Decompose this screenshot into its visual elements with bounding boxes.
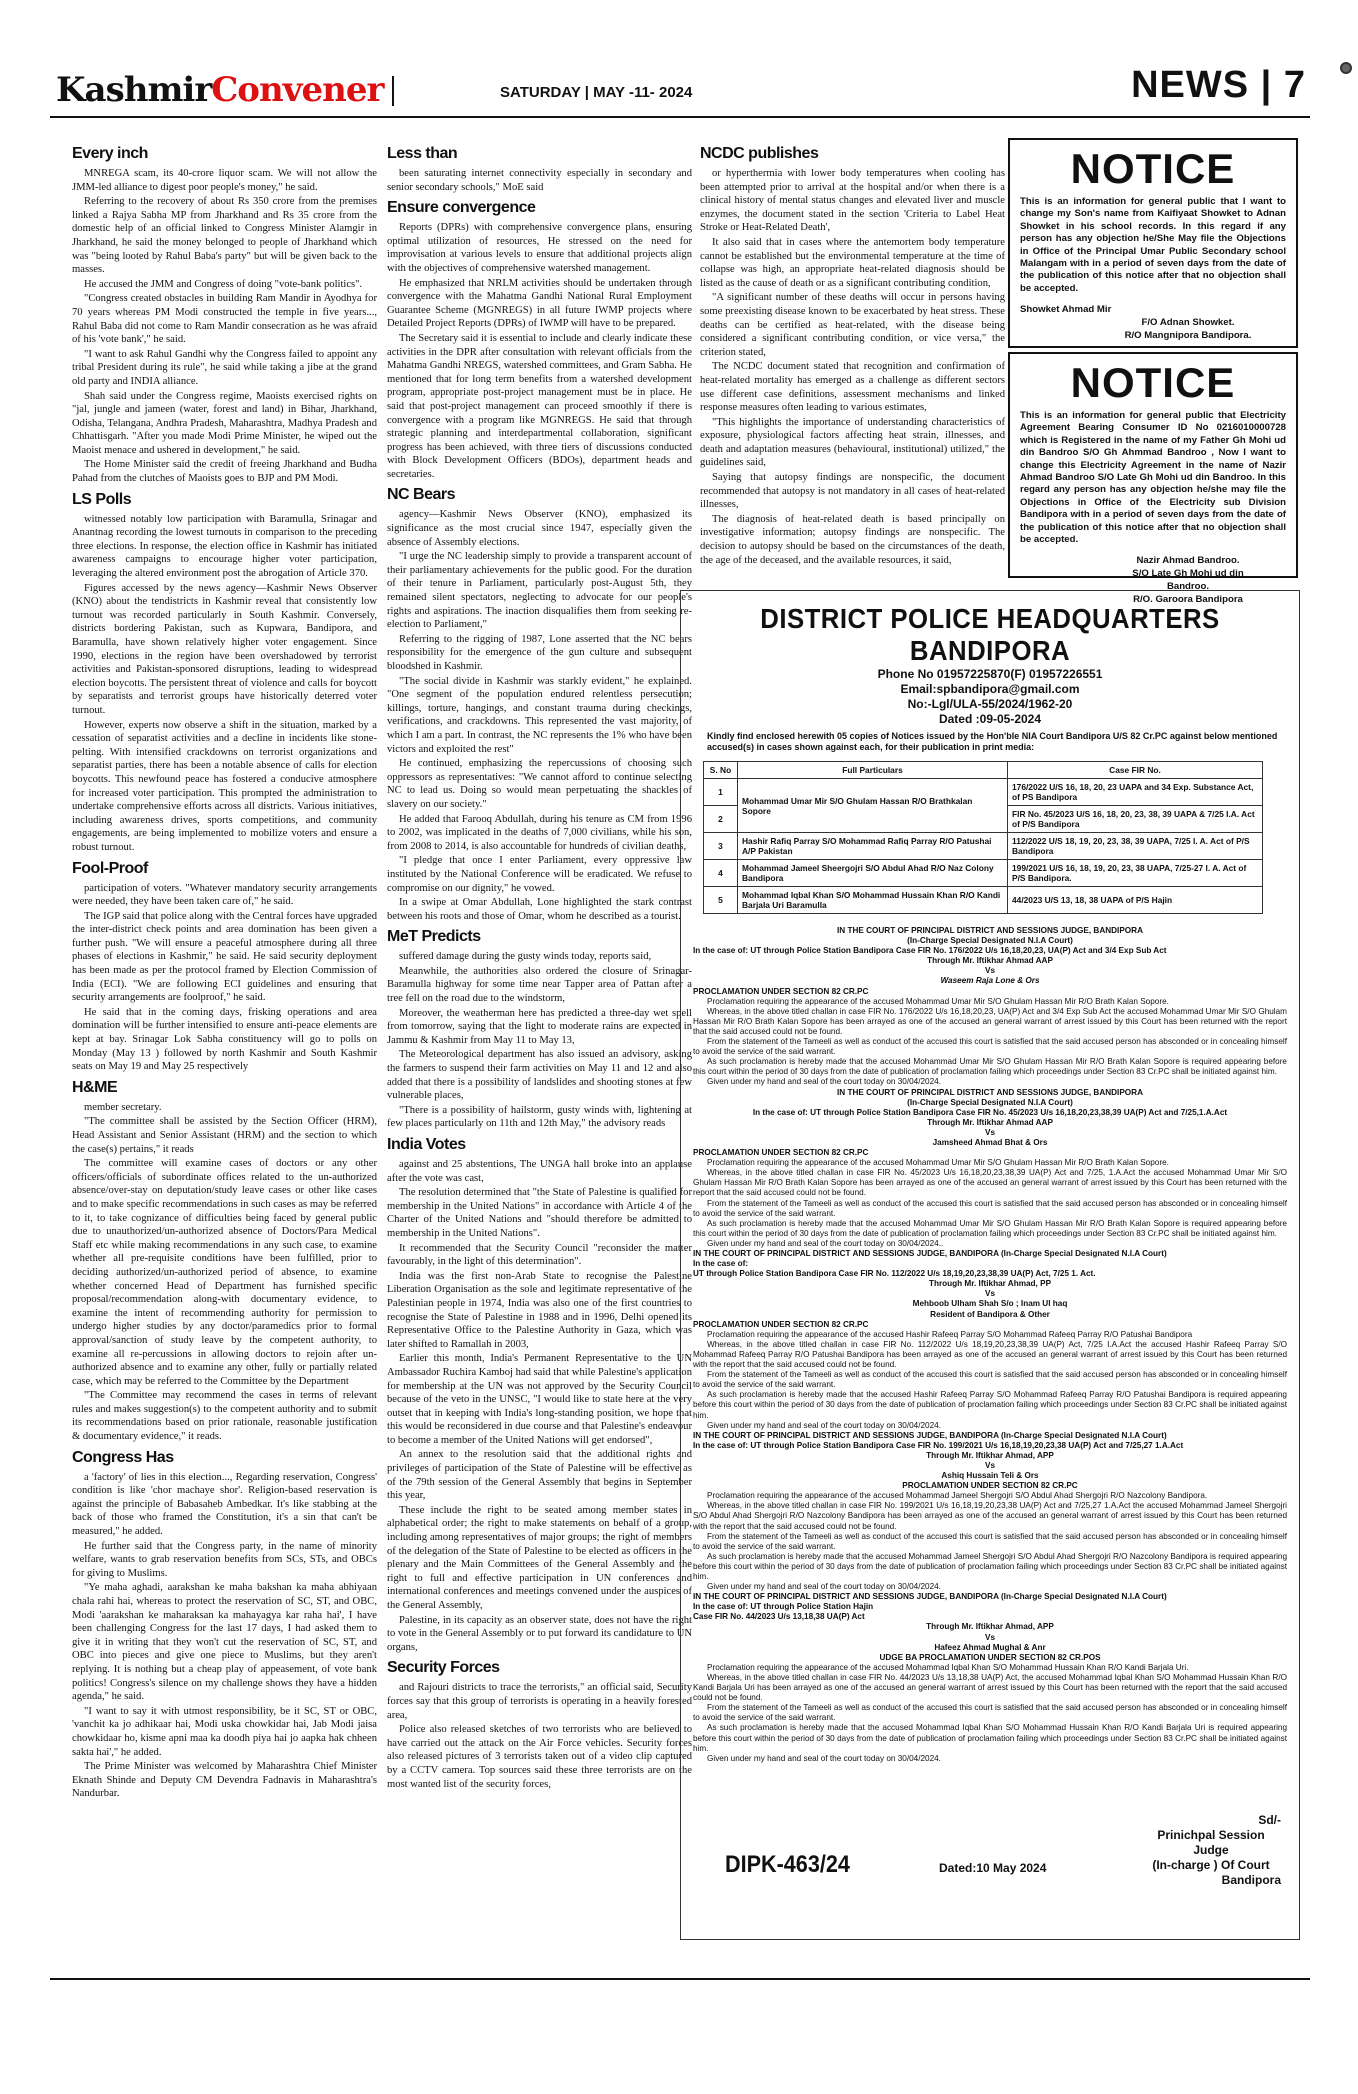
paragraph: Shah said under the Congress regime, Maoists exercised rights on "jal, jungle and jameen (water, forest and land) in Bihar, Jharkhand, Odisha, Telangana, Andhra Pradesh, Maharashtra, Madhya Pradesh and Chhattisgarh. "After you made Modi Prime Minister, he wiped out the Maoist menace and ushered in development," he said. bbox=[72, 390, 377, 456]
paragraph: It also said that in cases where the antemortem body temperature cannot be established but the environmental temperature at the time of collapse was high, an appropriate heat-related diagnosis should be listed as the cause of death or as a significant contributing condition, bbox=[700, 236, 1005, 289]
headline: LS Polls bbox=[72, 490, 132, 508]
page-label: NEWS | 7 bbox=[1131, 64, 1306, 106]
paragraph: The Home Minister said the credit of freeing Jharkhand and Budha Pahad from the clutches of Maoists goes to BJP and PM Modi. bbox=[72, 459, 377, 485]
article-body bbox=[72, 1471, 377, 1801]
paragraph: Whereas, in the above titled challan in case FIR No. 45/2023 U/s 16,18,20,23,38,39 UA(P) Act and 7/25, 1.A.Act the accused Mohammad Umar Mir S/O Ghulam Hassan Mir R/O Brath Kalan Sopore has been arrayed as one of the accused an general warrant of arrest issued by this Court has been returned with the report that the said accused could not be found. bbox=[693, 1168, 1287, 1198]
headline: India Votes bbox=[387, 1136, 466, 1153]
paragraph: Meanwhile, the authorities also ordered the closure of Srinagar-Baramulla highway for some time near Tapper area of Pattan after a tree fell on the road due to the windstorm, bbox=[387, 965, 692, 1005]
paragraph: Moreover, the weatherman here has predicted a three-day wet spell from tomorrow, saying that the light to moderate rains are expected in Jammu & Kashmir from May 11 to May 13, bbox=[387, 1007, 692, 1046]
table-row: 4 Mohammad Jameel Sheergojri S/O Abdul Ahad R/O Naz Colony Bandipora 199/2021 U/S 16, 18, 19, 20, 23, 38 UAPA, 7/25-27 I. A. Act of P/S Bandipora. bbox=[704, 860, 1263, 887]
cases-table bbox=[703, 761, 1263, 914]
paragraph: The diagnosis of heat-related death is based principally on investigative information; autopsy findings are nonspecific. The decision to autopsy should be based on the circumstances of the death, the age of the deceased, and the available resources, it said, bbox=[700, 513, 1005, 566]
paragraph: Palestine, in its capacity as an observer state, does not have the right to vote in the General Assembly or to put forward its candidature to UN organs, bbox=[387, 1614, 692, 1653]
paragraph: suffered damage during the gusty winds today, reports said, bbox=[399, 951, 652, 963]
footer-date: Dated:10 May 2024 bbox=[939, 1861, 1047, 1875]
police-title: DISTRICT POLICE HEADQUARTERS BANDIPORA bbox=[760, 603, 1220, 666]
paragraph: He accused the JMM and Congress of doing "vote-bank politics". bbox=[84, 278, 363, 290]
proclamations: IN THE COURT OF PRINCIPAL DISTRICT AND SESSIONS JUDGE, BANDIPORA (In-Charge Special Designated N.I.A Court) In the case of: UT through Police Station Bandipora Case FIR No. 176/2022 U/s 16,18,20,23, UA(P) Act and 3/4 Exp Sub Act Through Mr. Iftikhar Ahmad AAP Vs Waseem Raja Lone & Ors PROCLAMATION UNDER SECTION 82 CR.PC Proclamation requiring the appearance of the accused Mohammad Umar Mir S/O Ghulam Hassan Mir R/O Brath Kalan Sopore. Whereas, in the above titled challan in case FIR No. 176/2022 U/s 16,18,20,23, UA(P) Act and 3/4 Exp Sub Act the accused Mohammad Umar Mir S/O Ghulam Hassan Mir R/O Brath Kalan Sopore has been arrayed as one of the accused an general warrant of arrest issued by this Court has been returned with the report that the said accused could not be found. From the statement of the Tameeli as well as conduct of the accused this court is satisfied that the said accused person has absconded or in concealing himself to avoid the service of the said warrant. As such proclamation is hereby made that the accused Mohammad Umar Mir S/O Ghulam Hassan Mir R/O Brath Kalan Sopore is required appearing before this court within the period of 30 days from the date of publication of proclamation failing which proceedings under Section 83 Cr.PC shall be initiated against him. Given under my hand and seal of the court today on 30/04/2024. IN THE COURT OF PRINCIPAL DISTRICT AND SESSIONS JUDGE, BANDIPORA (In-Charge Special Designated N.I.A Court) In the case of: UT through Police Station Bandipora Case FIR No. 45/2023 U/s 16,18,20,23,38,39 UA(P) Act and 7/25,1.A.Act Through Mr. Iftikhar Ahmad AAP Vs Jamsheed Ahmad Bhat & Ors PROCLAMATION UNDER SECTION 82 CR.PC Proclamation requiring the appearance of the accused Mohammad Umar Mir S/O Ghulam Hassan Mir R/O Brath Kalan Sopore. Whereas, in the above titled challan in case FIR No. 45/2023 U/s 16,18,20,23,38,39 UA(P) Act and 7/25, 1.A.Act the accused Mohammad Umar Mir S/O Ghulam Hassan Mir R/O Brath Kalan Sopore has been arrayed as one of the accused an general warrant of arrest issued by this Court has been returned with the report that the said accused could not be found. From the statement of the Tameeli as well as conduct of the accused this court is satisfied that the said accused person has absconded or in concealing himself to avoid the service of the said warrant. As such proclamation is hereby made that the accused Mohammad Umar Mir S/O Ghulam Hassan Mir R/O Brath Kalan Sopore is required appearing before this court within the period of 30 days from the date of publication of proclamation failing which proceedings under Section 83 Cr.PC shall be initiated against him. Given under my hand and seal of the court today on 30/04/2024.. IN THE COURT OF PRINCIPAL DISTRICT AND SESSIONS JUDGE, BANDIPORA (In-Charge Special Designated N.I.A Court) In the case of: UT through Police Station Bandipora Case FIR No. 112/2022 U/s 18,19,20,23,38,39 UA(P) Act, 7/25 1. Act. Through Mr. Iftikhar Ahmad, PP Vs Mehboob Ulham Shah S/o ; Inam Ul haq Resident of Bandipora & Other PROCLAMATION UNDER SECTION 82 CR.PC Proclamation requiring the appearance of the accused Hashir Rafeeq Parray S/O Mohammad Rafeeq Parray R/O Patushai Bandipora Whereas, in the above titled challan in case FIR No. 112/2022 U/s 18,19,20,23,38,39 UA(P) Act, 7/25 I.A.Act the accused Hashir Rafeeq Parray S/O Mohammad Rafeeq Parray R/O Patushai Bandipora has been arrayed as one of the accused an general warrant of arrest issued by this Court has been returned with the report that the said accused could not be found. From the statement of the Tameeli as well as conduct of the accused this court is satisfied that the said accused person has absconded or in concealing himself to avoid the service of the said warrant. As such proclamation is hereby made that the accused Hashir Rafeeq Parray S/O Mohammad Rafeeq Parray R/O Patushai Bandipora is required appearing before this court within the period of 30 days from the date of publication of proclamation failing which proceedings under Section 83 Cr.PC shall be initiated against him. Given under my hand and seal of the court today on 30/04/2024. IN THE COURT OF PRINCIPAL DISTRICT AND SESSIONS JUDGE, BANDIPORA (In-Charge Special Designated N.I.A Court) In the case of: UT through Police Station Bandipora Case FIR No. 199/2021 U/s 16,18,19,20,23,38 UA(P) Act and 7/25,27 1.A.Act Through Mr. Iftikhar Ahmad, APP Vs Ashiq Hussain Teli & Ors PROCLAMATION UNDER SECTION 82 CR.PC Proclamation requiring the appearance of the accused Mohammad Jameel Shergojri S/O Abdul Ahad Shergojri R/O Nazcolony Bandipora. Whereas, in the above titled challan in case FIR No. 199/2021 U/s 16,18,19,20,23,38 UA(P) Act and 7/25,27 1.A.Act the accused Mohammad Jameel Shergojri S/O Abdul Ahad Shergojri R/O Nazcolony Bandipora has been arrayed as one of the accused an general warrant of arrest issued by this Court has been returned with the report that the said accused could not be found. From the statement of the Tameeli as well as conduct of the accused this court is satisfied that the said accused person has absconded or in concealing himself to avoid the service of the said warrant. As such proclamation is hereby made that the accused Mohammad Jameel Shergojri S/O Abdul Ahad Shergojri R/O Nazcolony Bandipora is required appearing before this court within the period of 30 days from the date of publication of proclamation failing which proceedings under Section 83 Cr.PC shall be initiated against him. Given under my hand and seal of the court today on 30/04/2024. IN THE COURT OF PRINCIPAL DISTRICT AND SESSIONS JUDGE, BANDIPORA (In-Charge Special Designated N.I.A Court) In the case of: UT through Police Station Hajin Case FIR No. 44/2023 U/s 13,18,38 UA(P) Act Through Mr. Iftikhar Ahmad, APP Vs Hafeez Ahmad Mughal & Anr UDGE BA PROCLAMATION UNDER SECTION 82 CR.POS Proclamation requiring the appearance of the accused Mohammad Iqbal Khan S/O Mohammad Hussain Khan R/O Kandi Barjala Uri. Whereas, in the above titled challan in case FIR No. 44/2023 U/s 13,18,38 UA(P) Act, the accused Mohammad Iqbal Khan S/O Mohammad Hussain Khan R/O Kandi Barjala Uri has been arrayed as one of the accused an general warrant of arrest issued by this Court has been returned with the report that the said accused could not be found. From the statement of the Tameeli as well as conduct of the accused this court is satisfied that the said accused person has absconded or in concealing himself to avoid the service of the said warrant. As such proclamation is hereby made that the accused Mohammad Iqbal Khan S/O Mohammad Hussain Khan R/O Kandi Barjala Uri is required appearing before this court within the period of 30 days from the date of publication of proclamation failing which proceedings under Section 83 Cr.PC shall be initiated against him. Given under my hand and seal of the court today on 30/04/2024. bbox=[693, 926, 1287, 1763]
police-phone: Phone No 01957225870(F) 01957226551 bbox=[877, 667, 1103, 681]
paragraph: He added that Farooq Abdullah, during his tenure as CM from 1996 to 2002, was implicated in the deaths of 7,000 civilians, while his son, from 2008 to 2014, is also accountable for hundreds of civilian deaths, bbox=[387, 813, 692, 852]
paragraph: He emphasized that NRLM activities should be undertaken through convergence with the Mahatma Gandhi National Rural Employment Guarantee Scheme (MGNREGS) in all future IWMP projects where Detailed Project Reports (DPRs) of IWMP will have to be prepared. bbox=[387, 277, 692, 330]
paragraph: From the statement of the Tameeli as well as conduct of the accused this court is satisfied that the said accused person has absconded or in concealing himself to avoid the service of the said warrant. bbox=[693, 1531, 1287, 1551]
paragraph: From the statement of the Tameeli as well as conduct of the accused this court is satisfied that the said accused person has absconded or in concealing himself to avoid the service of the said warrant. bbox=[693, 1703, 1287, 1723]
paragraph: Proclamation requiring the appearance of the accused Hashir Rafeeq Parray S/O Mohammad Rafeeq Parray R/O Patushai Bandipora bbox=[707, 1329, 1193, 1339]
paragraph: However, experts now observe a shift in the situation, marked by a cessation of separatist activities and a decline in incidents like stone-pelting. With intensified crackdowns on terrorist organizations and separatist parties, there has been a notable absence of calls for election boycotts. This newfound peace has fostered a conducive atmosphere for increased voter participation. This prompted the administration to undertake comprehensive efforts across all districts. Various initiatives, including awareness drives, sports competitions, and community engagements, are being implemented to mobilize voters and ensure a robust turnout. bbox=[72, 719, 377, 853]
paragraph: As such proclamation is hereby made that the accused Mohammad Iqbal Khan S/O Mohammad Hussain Khan R/O Kandi Barjala Uri is required appearing before this court within the period of 30 days from the date of publication of proclamation failing which proceedings under Section 83 Cr.PC shall be initiated against him. bbox=[693, 1723, 1287, 1753]
headline: NC Bears bbox=[387, 486, 456, 504]
paragraph: The Secretary said it is essential to include and clearly indicate these activities in the DPR after consultation with relevant officials from the Mahatma Gandhi NREGS, watershed committees, and Gram Sabha. He mentioned that for long term benefits from a watershed development program, appropriate post-project management must be in place. He said that post-project management can proceed smoothly if there is convergence with a program like MGNREGS. He said that through strategic planning and interdepartmental collaboration, significant progress has been achieved, with three tiers of discussions conducted with Block Development Officers (BDOs), department heads and secretaries. bbox=[387, 332, 692, 480]
paragraph: "I want to ask Rahul Gandhi why the Congress failed to appoint any tribal President during its rule", he said while taking a jibe at the grand old party and INDIA alliance. bbox=[72, 348, 377, 387]
paragraph: The committee will examine cases of doctors or any other officers/officials of subordinate offices related to the un-authorized absence/over-stay on deputation/study leave cases or other like cases and to make specific recommendations in such cases as may be referred to it, to take cognizance of difficulties being faced by general public due to unauthorized/un-authorized absence of Doctors/Para Medical Staff etc while making recommendations in any such case, to examine whether all pre-requisite conditions have been fulfilled, prior to deciding authorized/un-authorized period of absence, to examine whether concerned Head of Department has furnished specific proposal/recommendation along-with documentary evidence, to examine the intent of recommending authority for permission to undergo higher studies by any doctor/paramedics prior to formal approval/sanction of study leave by the competent authority, to examine all re-percussions in allowing doctors to rejoin after un-authorized absence and to examine any other, fully or partially related case, which may be referred to the Committee by the Department bbox=[72, 1158, 377, 1387]
notice-title: NOTICE bbox=[1070, 145, 1236, 192]
notice-name-change bbox=[1008, 138, 1298, 348]
police-email: Email:spbandipora@gmail.com bbox=[900, 682, 1080, 696]
article-body bbox=[387, 221, 692, 481]
paragraph: Proclamation requiring the appearance of the accused Mohammad Jameel Shergojri S/O Abdul Ahad Shergojri R/O Nazcolony Bandipora. bbox=[707, 1491, 1208, 1501]
paragraph: From the statement of the Tameeli as well as conduct of the accused this court is satisfied that the said accused person has absconded or in concealing himself to avoid the service of the said warrant. bbox=[693, 1370, 1287, 1390]
column-2 bbox=[387, 140, 692, 1950]
article-body bbox=[387, 167, 692, 194]
column-1 bbox=[72, 140, 377, 1950]
paragraph: As such proclamation is hereby made that the accused Mohammad Umar Mir S/O Ghulam Hassan Mir R/O Brath Kalan Sopore is required appearing before this court within the period of 30 days from the date of publication of proclamation failing which proceedings under Section 83 Cr.PC shall be initiated against him. bbox=[693, 1218, 1287, 1238]
paragraph: Reports (DPRs) with comprehensive convergence plans, ensuring optimal utilization of resources, He stressed on the need for improvisation at various levels to ensure that additional projects align with the objectives of comprehensive watershed management. bbox=[387, 222, 692, 274]
table-row: 1 Mohammad Umar Mir S/O Ghulam Hassan R/O Brathkalan Sopore 176/2022 U/S 16, 18, 20, 23 UAPA and 34 Exp. Substance Act, of PS Bandipora bbox=[704, 779, 1263, 806]
article-body bbox=[387, 508, 692, 923]
paragraph: Whereas, in the above titled challan in case FIR No. 176/2022 U/s 16,18,20,23, UA(P) Act and 3/4 Exp Sub Act the accused Mohammad Umar Mir S/O Ghulam Hassan Mir R/O Brath Kalan Sopore has been arrayed as one of the accused an general warrant of arrest issued by this Court has been returned with the report that the said accused could not be found. bbox=[693, 1006, 1287, 1036]
paragraph: participation of voters. "Whatever mandatory security arrangements were needed, they have been taken care of," he said. bbox=[72, 882, 377, 908]
police-ref: No:-Lgl/ULA-55/2024/1962-20 bbox=[907, 697, 1073, 711]
article-body bbox=[387, 1158, 692, 1654]
article-body bbox=[700, 167, 1005, 567]
dateline: SATURDAY | MAY -11- 2024 bbox=[500, 84, 693, 101]
headline: Ensure convergence bbox=[387, 199, 536, 217]
paragraph: "The Committee may recommend the cases in terms of relevant rules and makes suggestion(s) to the competent authority and to submit its recommendations based on prior rationale, reasonable justification & documentary evidence," it reads. bbox=[72, 1390, 377, 1443]
newspaper-logo: KashmirConvener bbox=[56, 70, 384, 110]
paragraph: Earlier this month, India's Permanent Representative to the UN Ambassador Ruchira Kamboj had said that while Palestine's application for membership at the UN was not approved by the Security Council because of the veto in the UNSC, "I would like to state here at the very outset that in keeping with India's long-standing position, we hope that this would be reconsidered in due course and that Palestine's endeavour to become a member of the United Nations will get endorsed", bbox=[387, 1353, 692, 1446]
dipk-number: DIPK-463/24 bbox=[725, 1851, 850, 1878]
paragraph: a 'factory' of lies in this election..., Regarding reservation, Congress' condition is like 'chor machaye shor'. Religion-based reservation is against the principle of Babasaheb Ambedkar. It's like stabbing at the back of those who framed the Constitution, it's a sin that can't be measured," he added. bbox=[72, 1471, 377, 1538]
notice-signature: Nazir Ahmad Bandroo. S/O Late Gh Mohi ud din Bandroo. R/O. Garoora Bandipora bbox=[1132, 555, 1244, 606]
paragraph: "I want to say it with utmost responsibility, be it SC, ST or OBC, 'vanchit ka jo adhikaar hai, Modi uska chowkidar hai, Jab Modi jaisa chowkidaar ho, kisme apni maa ka doodh piya hai jo aapka hak chheen sakta hai'," he added. bbox=[72, 1705, 377, 1758]
paragraph: "Ye maha aghadi, aarakshan ke maha bakshan ka maha abhiyaan chala rahi hai, whereas to protect the reservation of SC, ST, and OBC, Modi 'aarakshan ke maharaksan ka mahayagya kar raha hai', I have been challenging Congress for the last 17 days, I had asked them to give it in writing that they won't cut the reservation of SC, ST, and OBC into pieces and give one piece to Muslims, but they aren't replying. It is nothing but a cheap play of appeasement, of vote bank politics! Congress's silence on my challenge shows they have a hidden agenda," he said. bbox=[72, 1582, 377, 1703]
paragraph: The IGP said that police along with the Central forces have upgraded the inter-district check points and area domination has been given a further push. "We will ensure a peaceful atmosphere during all three phases of elections in Kashmir," he said. He said security deployment has been made as per the protocol framed by Election Commission of India (ECI). "We are following ECI guidelines and ensuring that security arrangements are foolproof," he said. bbox=[72, 910, 377, 1004]
paragraph: The Prime Minister was welcomed by Maharashtra Chief Minister Eknath Shinde and Deputy CM Devendra Fadnavis in Maharashtra's Nandurbar. bbox=[72, 1761, 377, 1800]
paragraph: "The committee shall be assisted by the Section Officer (HRM), Head Assistant and Senior Assistant (HRM) and the section to which the case(s) pertains," it reads bbox=[72, 1116, 377, 1155]
headline: Fool-Proof bbox=[72, 859, 148, 877]
paragraph: From the statement of the Tameeli as well as conduct of the accused this court is satisfied that the said accused person has absconded or in concealing himself to avoid the service of the said warrant. bbox=[693, 1198, 1287, 1218]
bottom-rule bbox=[50, 1978, 1310, 1980]
paragraph: "This highlights the importance of understanding characteristics of exposure, physiological factors affecting heat strain, illnesses, and death and adaptation measures (behavioural, institutional) utilized," the guidelines said, bbox=[700, 416, 1005, 469]
column-3 bbox=[700, 140, 1005, 570]
paragraph: Saying that autopsy findings are nonspecific, the document recommended that autopsy is not mandatory in all cases of heat-related illnesses, bbox=[700, 472, 1005, 511]
paragraph: "There is a possibility of hailstorm, gusty winds with, lightening at few places particularly on 11th and 12th May," the advisory reads bbox=[387, 1104, 692, 1130]
headline: NCDC publishes bbox=[700, 145, 819, 162]
paragraph: Proclamation requiring the appearance of the accused Mohammad Umar Mir S/O Ghulam Hassan Mir R/O Brath Kalan Sopore. bbox=[707, 996, 1169, 1006]
masthead bbox=[50, 62, 1310, 118]
table-header-row: S. No Full Particulars Case FIR No. bbox=[704, 762, 1263, 779]
paragraph: witnessed notably low participation with Baramulla, Srinagar and Anantnag recording the lowest turnouts in comparison to the preceding three elections. In response, the election office in Kashmir has initiated awareness campaigns to encourage higher voter participation, leveraging the altered environment post the abrogation of Article 370. bbox=[72, 513, 377, 580]
paragraph: Whereas, in the above titled challan in case FIR No. 112/2022 U/s 18,19,20,23,38,39 UA(P) Act, 7/25 I.A.Act the accused Hashir Rafeeq Parray S/O Mohammad Rafeeq Parray R/O Patushai Bandipora has been arrayed as one of the accused an general warrant of arrest issued by this Court has been returned with the report that the said accused could not be found. bbox=[693, 1339, 1287, 1370]
headline: Every inch bbox=[72, 145, 148, 162]
paragraph: He said that in the coming days, frisking operations and area domination will be further intensified to ensure anti-peace elements are kept at bay. Srinagar Lok Sabha constituency will go to polls on Monday (May 13 ) followed by north Kashmir and South Kashmir seats on May 19 and May 25 respectively bbox=[72, 1006, 377, 1073]
paragraph: He continued, emphasizing the repercussions of choosing such oppressors as representatives: "We cannot afford to continue selecting NC to lead us. Doing so would mean perpetuating the shackles of slavery on our society." bbox=[387, 758, 692, 810]
paragraph: These include the right to be seated among member states in alphabetical order; the right to make statements on behalf of a group, including among representatives of major groups; the right of members of the delegation of the State of Palestine to be elected as officers in the plenary and the Main Committees of the General Assembly and the right to full and effective participation in UN conferences and international conferences and meetings convened under the auspices of the General Assembly, bbox=[387, 1504, 692, 1611]
paragraph: The Meteorological department has also issued an advisory, asking the farmers to suspend their farm activities on May 11 and 12 and also added that there is a possibility of landslides and shooting stones at few vulnerable places, bbox=[387, 1049, 692, 1102]
paragraph: "I pledge that once I enter Parliament, every oppressive law instituted by the National Conference will be eradicated. We refuse to compromise on our dignity," he vowed. bbox=[387, 855, 692, 894]
paragraph: Whereas, in the above titled challan in case FIR No. 44/2023 U/s 13,18,38 UA(P) Act, the accused Mohammad Iqbal Khan S/O Mohammad Hussain Khan R/O Kandi Barjala Uri has been arrayed as one of the accused an general warrant of arrest issued by this Court has been returned with the report that the said accused could not be found. bbox=[693, 1672, 1287, 1703]
paragraph: As such proclamation is hereby made that the accused Mohammad Jameel Shergojri S/O Abdul Ahad Shergojri R/O Nazcolony Bandipora is required appearing before this court within the period of 30 days from the date of publication of proclamation failing which proceedings under Section 83 Cr.PC shall be initiated against him. bbox=[693, 1551, 1287, 1581]
paragraph: "A significant number of these deaths will occur in persons having some preexisting disease known to be exacerbated by heat stress. These deaths can be certified as heat-related, with the disease being considered a significant contributing condition, or vice versa," the criterion stated, bbox=[700, 292, 1005, 358]
police-intro: Kindly find enclosed herewith 05 copies of Notices issued by the Hon'ble NIA Court Bandipora U/S 82 Cr.PC against below mentioned accused(s) in cases shown against each, for their publication in print media: bbox=[707, 731, 1278, 752]
masthead-divider bbox=[392, 76, 394, 106]
paragraph: It recommended that the Security Council "reconsider the matter favourably, in the light of this determination". bbox=[387, 1242, 692, 1268]
table-row: 5 Mohammad Iqbal Khan S/O Mohammad Hussain Khan R/O Kandi Barjala Uri Baramulla 44/2023 U/S 13, 18, 38 UAPA of P/S Hajin bbox=[704, 887, 1263, 914]
notice-electricity bbox=[1008, 352, 1298, 606]
police-proclamation bbox=[680, 590, 1300, 1940]
notice-title: NOTICE bbox=[1070, 359, 1236, 406]
paragraph: Given under my hand and seal of the court today on 30/04/2024. bbox=[707, 1582, 941, 1592]
paragraph: been saturating internet connectivity especially in secondary and senior secondary schools," MoE said bbox=[387, 168, 692, 193]
article-body bbox=[72, 167, 377, 486]
paragraph: "Congress created obstacles in building Ram Mandir in Ayodhya for 70 years whereas PM Modi constructed the temple in five years..., Rahul Baba did not come to Ram Mandir consecration as he was afraid of his 'vote bank'," he said. bbox=[72, 293, 377, 346]
paragraph: Proclamation requiring the appearance of the accused Mohammad Iqbal Khan S/O Mohammad Hussain Khan R/O Kandi Barjala Uri. bbox=[707, 1662, 1189, 1672]
paragraph: India was the first non-Arab State to recognise the Palestine Liberation Organisation as the sole and legitimate representative of the Palestinian people in 1974, India was also one of the first countries to recognise the State of Palestine in 1988 and in 1996, Delhi opened its Representative Office to the Palestine Authority in Gaza, which was later shifted to Ramallah in 2003, bbox=[387, 1270, 692, 1350]
paragraph: "The social divide in Kashmir was starkly evident," he explained. "One segment of the population endured relentless persecution; killings, torture, hangings, and constant trauma during checkings, verifications, and crackdowns. This represented the vast majority, of which I am a part. In contrast, the NC represents the 1% who have been victors and exploited the rest" bbox=[387, 675, 692, 755]
paragraph: From the statement of the Tameeli as well as conduct of the accused this court is satisfied that the said accused person has absconded or in concealing himself to avoid the service of the said warrant. bbox=[693, 1037, 1287, 1057]
paragraph: In a swipe at Omar Abdullah, Lone highlighted the stark contrast between his roots and those of Omar, whom he described as a tourist. bbox=[387, 897, 692, 922]
paragraph: As such proclamation is hereby made that the accused Mohammad Umar Mir S/O Ghulam Hassan Mir R/O Brath Kalan Sopore is required appearing before this court within the period of 30 days from the date of publication of proclamation failing which proceedings under Section 83 Cr.PC shall be initiated against him. bbox=[693, 1057, 1287, 1077]
article-body bbox=[387, 1681, 692, 1791]
table-row: 2 FIR No. 45/2023 U/S 16, 18, 20, 23, 38, 39 UAPA & 7/25 I.A. Act of P/S Bandipora bbox=[704, 806, 1263, 833]
police-dated: Dated :09-05-2024 bbox=[938, 712, 1042, 726]
headline: Security Forces bbox=[387, 1659, 500, 1677]
paragraph: Given under my hand and seal of the court today on 30/04/2024. bbox=[707, 1077, 941, 1087]
headline: H&ME bbox=[72, 1078, 118, 1096]
paragraph: or hyperthermia with lower body temperatures when cooling has been attempted prior to arrival at the hospital and/or when there is a clinical history of mental status changes and elevated liver and muscle enzymes, the document stated in the section 'Criteria to Label Heat Stroke or Heat-Related Death', bbox=[700, 168, 1005, 234]
corner-dot-icon bbox=[1340, 62, 1352, 74]
paragraph: Proclamation requiring the appearance of the accused Mohammad Umar Mir S/O Ghulam Hassan Mir R/O Brath Kalan Sopore. bbox=[707, 1158, 1169, 1168]
headline: Congress Has bbox=[72, 1448, 174, 1466]
paragraph: Referring to the recovery of about Rs 350 crore from the premises linked a Rajya Sabha MP from Jharkhand and Rs 35 crore from the domestic help of an official linked to Congress Minister Alamgir in Jharkhand, he said the money belonged to people of Jharkhand which was "being looted by Rahul Baba's party" but will be given back to the masses. bbox=[72, 196, 377, 276]
paragraph: The resolution determined that "the State of Palestine is qualified for membership in the United Nations" in accordance with Article 4 of the Charter of the United Nations and "should therefore be admitted to membership in the United Nations". bbox=[387, 1187, 692, 1239]
paragraph: member secretary. bbox=[84, 1101, 162, 1113]
paragraph: Referring to the rigging of 1987, Lone asserted that the NC bears responsibility for the emergence of the gun culture and subsequent bloodshed in Kashmir. bbox=[387, 633, 692, 672]
notice-body: This is an information for general public that Electricity Agreement Bearing Consumer ID No 0216010000728 which is Registered in the name of my Father Gh Mohi ud din Bandroo S/O Gh Ahmmad Bandroo , Now I want to change this Electricity Agreement in the name of Nazir Ahmad Bandroo S/O Late Gh Mohi ud din Bandroo. In this regard any person has any objection he/she may file the Objections in Office of the Electricity sub Division Bandipora with in a period of seven days from the date of the publication of this notice after that no objection shall be accepted. bbox=[1020, 410, 1286, 546]
judge-signature: Sd/- Prinichpal Session Judge (In-charge ) Of Court Bandipora bbox=[1152, 1813, 1281, 1887]
paragraph: The NCDC document stated that recognition and confirmation of heat-related mortality has emerged as a challenge as different sectors use different case definitions, assessment mechanisms and linked response measures often leading to various estimates, bbox=[700, 361, 1005, 414]
paragraph: As such proclamation is hereby made that the accused Hashir Rafeeq Parray S/O Mohammad Rafeeq Parray R/O Patushai Bandipora is required appearing before this court within the period of 30 days from the date of publication of proclamation failing which proceedings under Section 83 Cr.PC shall be initiated against him. bbox=[693, 1390, 1287, 1420]
article-body bbox=[72, 882, 377, 1074]
paragraph: Whereas, in the above titled challan in case FIR No. 199/2021 U/s 16,18,19,20,23,38 UA(P) Act and 7/25,27 1.A.Act the accused Mohammad Jameel Shergojri S/O Abdul Ahad Shergojri R/O Nazcolony Bandipora has been arrayed as one of the accused an general warrant of arrest issued by this Court has been returned with the report that the said accused could not be found. bbox=[693, 1501, 1287, 1531]
notice-signature: Showket Ahmad Mir F/O Adnan Showket. R/O Mangnipora Bandipora. bbox=[1020, 304, 1252, 342]
paragraph: Given under my hand and seal of the court today on 30/04/2024.. bbox=[707, 1238, 944, 1248]
paragraph: Figures accessed by the news agency—Kashmir News Observer (KNO) about the tendistricts in Kashmir reveal that consistently low turnout was recorded particularly in South Kashmir. Conversely, districts bordering Pakistan, such as Kupwara, Bandipora, and Baramulla, have shown relatively higher voter engagement. Since 1990, elections in the region have been overshadowed by terrorist activities and Pakistan-sponsored disruptions, leading to widespread election boycotts. The persistent threat of violence and calls for boycott by separatists and terrorist groups have historically deterred voter turnout. bbox=[72, 582, 377, 716]
article-body bbox=[387, 950, 692, 1131]
paragraph: Given under my hand and seal of the court today on 30/04/2024. bbox=[707, 1420, 941, 1430]
paragraph: agency—Kashmir News Observer (KNO), emphasized its significance as the most crucial since 1947, especially given the absence of Assembly elections. bbox=[387, 509, 692, 548]
paragraph: Police also released sketches of two terrorists who are believed to have carried out the attack on the Air Force vehicles. Security forces also released pictures of 3 terrorists taken out of a video clip captured by a CCTV camera. Top sources said these three terrorists are on the most wanted list of the security forces, bbox=[387, 1724, 692, 1790]
paragraph: and Rajouri districts to trace the terrorists," an official said, Security forces say that this group of terrorists is operating in a heavily forested area, bbox=[387, 1682, 692, 1721]
article-body bbox=[72, 513, 377, 855]
paragraph: An annex to the resolution said that the additional rights and privileges of participation of the State of Palestine will be effective as of the 79th session of the General Assembly that begins in September this year, bbox=[387, 1449, 692, 1502]
article-body bbox=[72, 1101, 377, 1444]
paragraph: He further said that the Congress party, in the name of minority welfare, wants to grab reservation benefits from SCs, STs, and OBCs for giving to Muslims. bbox=[72, 1540, 377, 1579]
headline: MeT Predicts bbox=[387, 928, 481, 946]
paragraph: Given under my hand and seal of the court today on 30/04/2024. bbox=[707, 1753, 941, 1763]
headline: Less than bbox=[387, 145, 458, 162]
paragraph: against and 25 abstentions, The UNGA hall broke into an applause after the vote was cast, bbox=[387, 1159, 692, 1184]
table-row: 3 Hashir Rafiq Parray S/O Mohammad Rafiq Parray R/O Patushai A/P Pakistan 112/2022 U/S 18, 19, 20, 23, 38, 39 UAPA, 7/25 I. A. Act of P/S Bandipora bbox=[704, 833, 1263, 860]
notice-body: This is an information for general public that I want to change my Son's name from Kaifiyaat Showket to Adnan Showket in his school records. In this regard if any person has any objection he/She May file the Objections in Office of the Principal Umar Public Secondary school Malangam with in a period of seven days from the date of the publication of this notice after that no objection shall be accepted. bbox=[1020, 196, 1286, 294]
paragraph: MNREGA scam, its 40-crore liquor scam. We will not allow the JMM-led alliance to digest poor people's money," he said. bbox=[72, 168, 377, 193]
paragraph: "I urge the NC leadership simply to provide a transparent account of their parliamentary achievements for the public good. For the duration of their tenure in Parliament, particularly post-August 5th, they remained silent spectators, neglecting to advocate for our people's rights and aspirations. The inaction disqualifies them from seeking re-election to Parliament," bbox=[387, 551, 692, 631]
